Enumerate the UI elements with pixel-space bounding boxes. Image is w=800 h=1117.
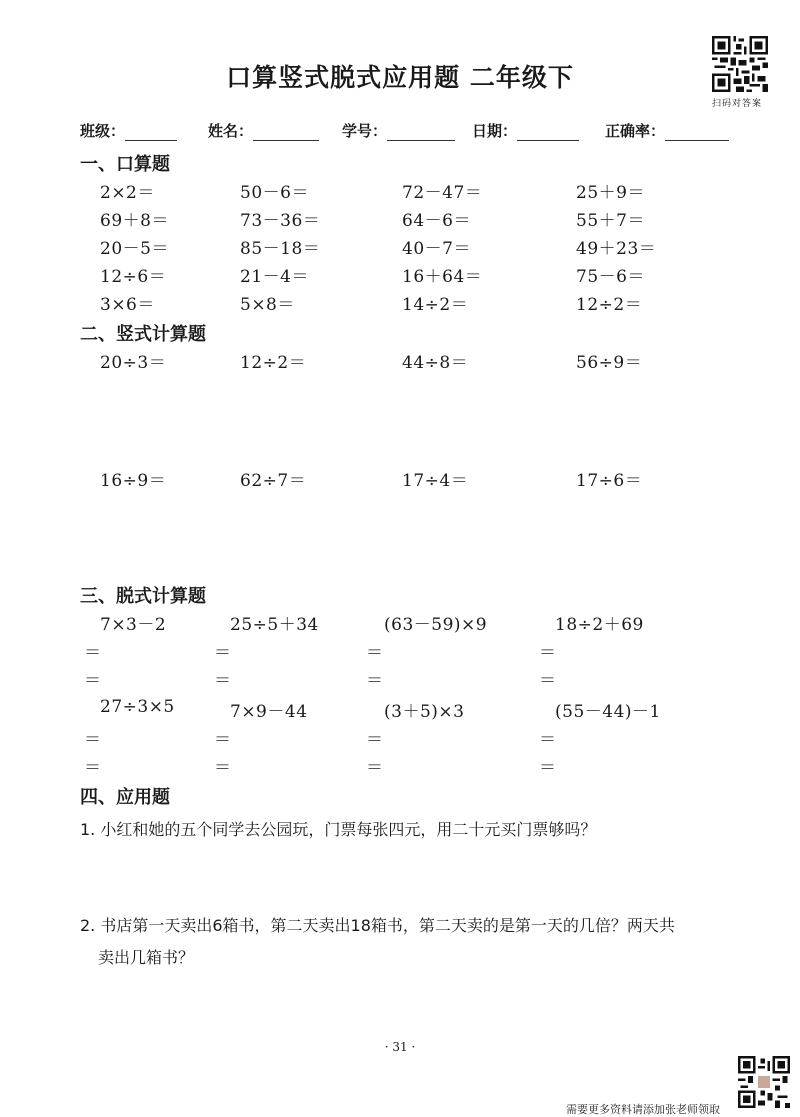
oral-problem: 25＋9＝ — [576, 183, 645, 203]
oral-problem: 49＋23＝ — [576, 239, 657, 259]
vertical-problem: 17÷4＝ — [402, 471, 469, 491]
oral-problem: 5×8＝ — [240, 295, 295, 315]
oral-problem: 21－4＝ — [240, 267, 309, 287]
oral-problem: 2×2＝ — [100, 183, 155, 203]
oral-problem: 73－36＝ — [240, 211, 321, 231]
oral-problem: 85－18＝ — [240, 239, 321, 259]
class-field[interactable] — [80, 120, 177, 141]
vertical-problem: 16÷9＝ — [100, 471, 167, 491]
equals-sign: ＝ — [84, 671, 101, 691]
stepwise-problem: 7×3－2 — [100, 615, 167, 635]
equals-sign: ＝ — [366, 643, 383, 663]
stepwise-problem: 25÷5＋34 — [230, 615, 319, 635]
name-field[interactable] — [208, 120, 319, 141]
oral-problem: 3×6＝ — [100, 295, 155, 315]
equals-sign: ＝ — [366, 730, 383, 750]
equals-sign: ＝ — [84, 758, 101, 778]
stepwise-problem: 18÷2＋69 — [555, 615, 644, 635]
word-problem-2-line-2: 卖出几箱书？ — [98, 948, 195, 967]
equals-sign: ＝ — [366, 758, 383, 778]
student-id-label: 学号： — [342, 122, 388, 140]
accuracy-label: 正确率： — [605, 122, 666, 140]
oral-problem: 16＋64＝ — [402, 267, 483, 287]
oral-problem: 75－6＝ — [576, 267, 645, 287]
stepwise-problem: 27÷3×5 — [100, 697, 175, 717]
oral-problem: 40－7＝ — [402, 239, 471, 259]
equals-sign: ＝ — [214, 671, 231, 691]
vertical-problem: 56÷9＝ — [576, 353, 643, 373]
oral-problem: 50－6＝ — [240, 183, 309, 203]
accuracy-field[interactable] — [605, 120, 729, 141]
oral-problem: 12÷6＝ — [100, 267, 167, 287]
vertical-problem: 44÷8＝ — [402, 353, 469, 373]
word-problem-1: 1. 小红和她的五个同学去公园玩，门票每张四元，用二十元买门票够吗？ — [80, 820, 597, 839]
qr-code-icon — [738, 1056, 790, 1108]
oral-problem: 69＋8＝ — [100, 211, 169, 231]
student-id-blank[interactable] — [387, 126, 455, 141]
date-field[interactable] — [472, 120, 579, 141]
section-word-title: 四、应用题 — [80, 787, 170, 808]
class-blank[interactable] — [125, 126, 177, 141]
equals-sign: ＝ — [539, 758, 556, 778]
oral-problem: 14÷2＝ — [402, 295, 469, 315]
section-vertical-title: 二、竖式计算题 — [80, 324, 206, 345]
oral-problem: 72－47＝ — [402, 183, 483, 203]
vertical-problem: 20÷3＝ — [100, 353, 167, 373]
vertical-problem: 62÷7＝ — [240, 471, 307, 491]
equals-sign: ＝ — [84, 643, 101, 663]
word-problem-2-line-1: 2. 书店第一天卖出6箱书，第二天卖出18箱书，第二天卖的是第一天的几倍？两天共 — [80, 916, 675, 935]
name-blank[interactable] — [253, 126, 319, 141]
qr-code-icon — [712, 36, 768, 92]
stepwise-problem: (55－44)－1 — [555, 702, 661, 722]
page-number: · 31 · — [384, 1040, 416, 1054]
oral-problem: 64－6＝ — [402, 211, 471, 231]
equals-sign: ＝ — [366, 671, 383, 691]
date-blank[interactable] — [517, 126, 579, 141]
oral-problem: 20－5＝ — [100, 239, 169, 259]
section-stepwise-title: 三、脱式计算题 — [80, 586, 206, 607]
promo-text: 需要更多资料请添加张老师领取 — [566, 1103, 720, 1116]
student-id-field[interactable] — [342, 120, 455, 141]
equals-sign: ＝ — [539, 730, 556, 750]
oral-problem: 12÷2＝ — [576, 295, 643, 315]
qr-caption: 扫码对答案 — [712, 99, 763, 109]
vertical-problem: 12÷2＝ — [240, 353, 307, 373]
vertical-problem: 17÷6＝ — [576, 471, 643, 491]
equals-sign: ＝ — [214, 643, 231, 663]
equals-sign: ＝ — [539, 643, 556, 663]
stepwise-problem: (63－59)×9 — [384, 615, 488, 635]
stepwise-problem: (3＋5)×3 — [384, 702, 465, 722]
page-title: 口算竖式脱式应用题 二年级下 — [226, 63, 574, 92]
date-label: 日期： — [472, 122, 518, 140]
equals-sign: ＝ — [214, 758, 231, 778]
name-label: 姓名： — [208, 122, 254, 140]
accuracy-blank[interactable] — [665, 126, 729, 141]
class-label: 班级： — [80, 122, 126, 140]
oral-problem: 55＋7＝ — [576, 211, 645, 231]
stepwise-problem: 7×9－44 — [230, 702, 308, 722]
equals-sign: ＝ — [539, 671, 556, 691]
section-oral-title: 一、口算题 — [80, 154, 170, 175]
equals-sign: ＝ — [214, 730, 231, 750]
equals-sign: ＝ — [84, 730, 101, 750]
